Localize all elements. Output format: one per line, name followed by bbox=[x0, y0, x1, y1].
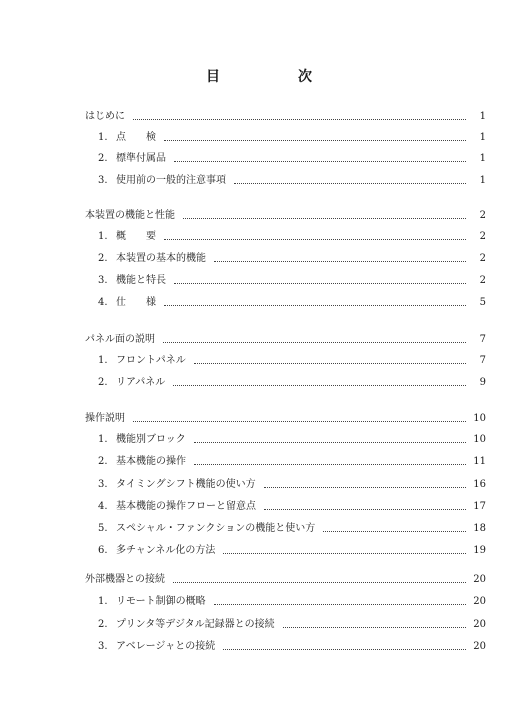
toc-item[interactable] bbox=[98, 640, 486, 654]
toc-item-label: 本装置の基本的機能 bbox=[116, 253, 206, 264]
toc-item-number: 6. bbox=[98, 545, 108, 556]
toc-item-label: 基本機能の操作 bbox=[116, 456, 186, 467]
toc-item-label: 機能と特長 bbox=[116, 275, 166, 286]
toc-page-number: 2 bbox=[479, 210, 486, 221]
toc-item-number: 3. bbox=[98, 641, 108, 652]
dot-leader bbox=[264, 486, 466, 488]
toc-item-label: 標準付属品 bbox=[116, 153, 166, 164]
toc-section-label: 本装置の機能と性能 bbox=[85, 210, 175, 221]
toc-section-label: 操作説明 bbox=[85, 413, 125, 424]
toc-item-label: 機能別ブロック bbox=[116, 434, 186, 445]
toc-item-number: 3. bbox=[98, 175, 108, 186]
toc-item[interactable] bbox=[98, 478, 486, 492]
toc-page-number: 18 bbox=[473, 523, 486, 534]
toc-item-label: 概 要 bbox=[116, 231, 156, 242]
toc-item[interactable] bbox=[98, 433, 486, 447]
toc-page-number: 7 bbox=[479, 355, 486, 366]
dot-leader bbox=[194, 463, 466, 465]
toc-item[interactable] bbox=[98, 252, 486, 266]
toc-section[interactable] bbox=[85, 412, 486, 426]
dot-leader bbox=[283, 626, 466, 628]
toc-item-label: フロントパネル bbox=[116, 355, 186, 366]
toc-item-number: 2. bbox=[98, 377, 108, 388]
toc-item[interactable] bbox=[98, 174, 486, 188]
toc-section-label: パネル面の説明 bbox=[85, 334, 155, 345]
toc-item-number: 4. bbox=[98, 501, 108, 512]
dot-leader bbox=[214, 260, 466, 262]
toc-page-number: 20 bbox=[473, 619, 486, 630]
toc-page-number: 5 bbox=[479, 297, 486, 308]
toc-item-label: 使用前の一般的注意事項 bbox=[116, 175, 226, 186]
dot-leader bbox=[173, 384, 466, 386]
toc-item-label: プリンタ等デジタル記録器との接続 bbox=[116, 619, 275, 630]
dot-leader bbox=[194, 441, 466, 443]
toc-section[interactable] bbox=[85, 110, 486, 124]
toc-section[interactable] bbox=[85, 209, 486, 223]
toc-item[interactable] bbox=[98, 500, 486, 514]
title-char-1: 目 bbox=[206, 69, 220, 85]
toc-item-label: リアパネル bbox=[116, 377, 166, 388]
dot-leader bbox=[133, 118, 466, 120]
toc-item-number: 1. bbox=[98, 434, 108, 445]
toc-page-number: 20 bbox=[473, 596, 486, 607]
toc-section-label: はじめに bbox=[85, 111, 125, 122]
toc-item[interactable] bbox=[98, 618, 486, 632]
toc-page-number: 16 bbox=[473, 479, 486, 490]
dot-leader bbox=[223, 552, 466, 554]
toc-item-number: 2. bbox=[98, 153, 108, 164]
toc-page-number: 17 bbox=[473, 501, 486, 512]
toc-item-number: 1. bbox=[98, 596, 108, 607]
toc-item[interactable] bbox=[98, 354, 486, 368]
toc-item[interactable] bbox=[98, 131, 486, 145]
toc-page-number: 1 bbox=[479, 153, 486, 164]
toc-page-number: 7 bbox=[479, 334, 486, 345]
toc-item[interactable] bbox=[98, 522, 486, 536]
dot-leader bbox=[194, 362, 466, 364]
toc-item[interactable] bbox=[98, 274, 486, 288]
toc-page-number: 2 bbox=[479, 275, 486, 286]
page-title bbox=[0, 66, 518, 86]
dot-leader bbox=[174, 282, 466, 284]
dot-leader bbox=[133, 420, 466, 422]
toc-page-number: 20 bbox=[473, 574, 486, 585]
toc-item[interactable] bbox=[98, 296, 486, 310]
dot-leader bbox=[223, 648, 466, 650]
toc-item[interactable] bbox=[98, 230, 486, 244]
toc-page-number: 2 bbox=[479, 231, 486, 242]
toc-item[interactable] bbox=[98, 544, 486, 558]
toc-item-number: 2. bbox=[98, 456, 108, 467]
toc-item[interactable] bbox=[98, 152, 486, 166]
toc-item-number: 3. bbox=[98, 479, 108, 490]
toc-item-label: 基本機能の操作フローと留意点 bbox=[116, 501, 256, 512]
dot-leader bbox=[164, 304, 466, 306]
toc-page-number: 10 bbox=[473, 413, 486, 424]
toc-item[interactable] bbox=[98, 595, 486, 609]
toc-item-number: 1. bbox=[98, 355, 108, 366]
dot-leader bbox=[234, 182, 466, 184]
toc-section[interactable] bbox=[85, 573, 486, 587]
dot-leader bbox=[174, 160, 466, 162]
title-char-2: 次 bbox=[298, 69, 312, 85]
dot-leader bbox=[173, 581, 466, 583]
dot-leader bbox=[264, 508, 466, 510]
toc-item-label: 点 検 bbox=[116, 132, 156, 143]
toc-item-label: スペシャル・ファンクションの機能と使い方 bbox=[116, 523, 316, 534]
toc-item-number: 1. bbox=[98, 132, 108, 143]
toc-page-number: 11 bbox=[473, 456, 486, 467]
toc-item[interactable] bbox=[98, 376, 486, 390]
toc-item-label: 多チャンネル化の方法 bbox=[116, 545, 216, 556]
dot-leader bbox=[183, 217, 466, 219]
dot-leader bbox=[164, 139, 466, 141]
toc-page-number: 19 bbox=[473, 545, 486, 556]
toc-item-label: リモート制御の概略 bbox=[116, 596, 206, 607]
dot-leader bbox=[164, 238, 466, 240]
toc-item-number: 2. bbox=[98, 619, 108, 630]
toc-page-number: 2 bbox=[479, 253, 486, 264]
toc-item-label: アベレージャとの接続 bbox=[116, 641, 216, 652]
toc-section-label: 外部機器との接続 bbox=[85, 574, 165, 585]
toc-item-label: 仕 様 bbox=[116, 297, 156, 308]
toc-page-number: 9 bbox=[479, 377, 486, 388]
toc-item-number: 3. bbox=[98, 275, 108, 286]
toc-page-number: 20 bbox=[473, 641, 486, 652]
dot-leader bbox=[163, 341, 466, 343]
toc-item-number: 2. bbox=[98, 253, 108, 264]
toc-page-number: 1 bbox=[479, 175, 486, 186]
dot-leader bbox=[323, 530, 466, 532]
toc-section[interactable] bbox=[85, 333, 486, 347]
toc-item-label: タイミングシフト機能の使い方 bbox=[116, 479, 256, 490]
toc-page-number: 1 bbox=[479, 132, 486, 143]
toc-item-number: 5. bbox=[98, 523, 108, 534]
toc-item-number: 4. bbox=[98, 297, 108, 308]
toc-page-number: 10 bbox=[473, 434, 486, 445]
toc-page-number: 1 bbox=[479, 111, 486, 122]
toc-item-number: 1. bbox=[98, 231, 108, 242]
toc-item[interactable] bbox=[98, 455, 486, 469]
dot-leader bbox=[214, 603, 466, 605]
